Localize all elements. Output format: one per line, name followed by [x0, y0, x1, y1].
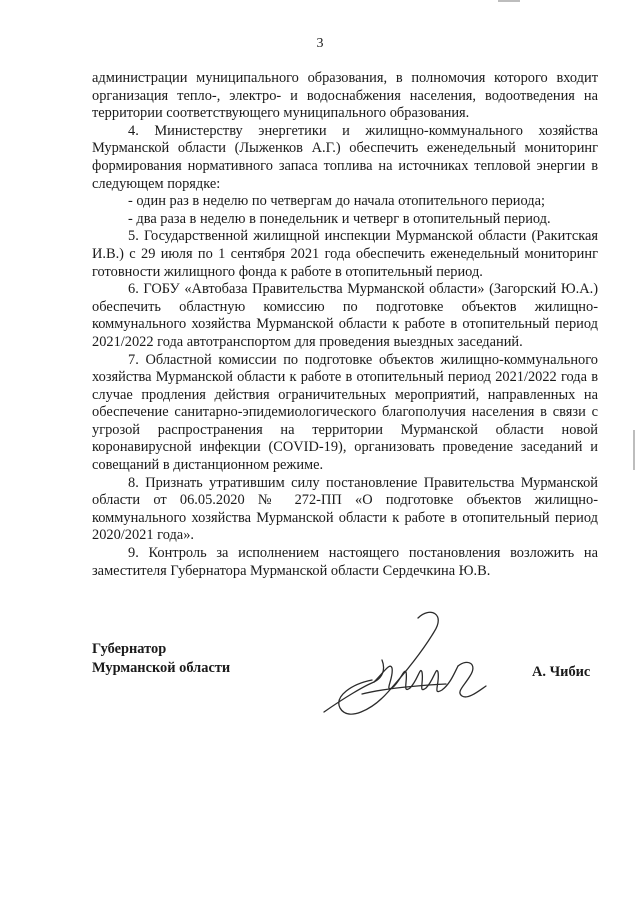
list-item-thursday: - один раз в неделю по четвергам до начала отопительного периода;: [128, 193, 545, 210]
document-body: [92, 70, 598, 580]
paragraph-7: 7. Областной комиссии по подготовке объектов жилищно-коммунального хозяйства Мурманской области к работе в отопительный период 2021/2022 года в случае продления действия ограничительных мероприятий, направленных на обеспечение санитарно-эпидемиологического благополучия населения в связи с угрозой распространения на территории Мурманской области новой коронавирусной инфекции (COVID-19), организовать проведение заседаний и совещаний в дистанционном режиме.: [92, 351, 598, 474]
list-item-twice-weekly: - два раза в неделю в понедельник и четверг в отопительный период.: [128, 210, 551, 227]
scan-mark-top: [498, 0, 520, 2]
paragraph-9: 9. Контроль за исполнением настоящего постановления возложить на заместителя Губернатора Мурманской области Сердечкина Ю.В.: [92, 545, 598, 579]
paragraph-continuation: администрации муниципального образования, в полномочия которого входит организация тепло-, электро- и водоснабжения населения, водоотведения на территории соответствующего муниципального образования.: [92, 70, 598, 122]
paragraph-8: 8. Признать утратившим силу постановление Правительства Мурманской области от 06.05.2020 № 272-ПП «О подготовке объектов жилищно-коммунального хозяйства Мурманской области к работе в отопительный период 2020/2021 года».: [92, 474, 598, 544]
page-number: 3: [316, 36, 324, 51]
handwritten-signature: [318, 600, 518, 740]
paragraph-4: 4. Министерству энергетики и жилищно-коммунального хозяйства Мурманской области (Лыженков А.Г.) обеспечить еженедельный мониторинг формирования нормативного запаса топлива на источниках тепловой энергии в следующем порядке:: [92, 122, 598, 192]
signatory-title: [92, 640, 230, 678]
signatory-name: А. Чибис: [532, 664, 591, 680]
paragraph-6: 6. ГОБУ «Автобаза Правительства Мурманской области» (Загорский Ю.А.) обеспечить областную комиссию по подготовке объектов жилищно-коммунального хозяйства Мурманской области к работе в отопительный период 2021/2022 года автотранспортом для проведения выездных заседаний.: [92, 281, 598, 350]
scan-mark-right: [633, 430, 635, 470]
signatory-title-line2: Мурманской области: [92, 660, 231, 676]
signatory-title-line1: Губернатор: [92, 641, 167, 657]
paragraph-5: 5. Государственной жилищной инспекции Мурманской области (Ракитская И.В.) с 29 июля по 1 сентября 2021 года обеспечить еженедельный мониторинг готовности жилищного фонда к работе в отопительный период.: [92, 228, 598, 280]
